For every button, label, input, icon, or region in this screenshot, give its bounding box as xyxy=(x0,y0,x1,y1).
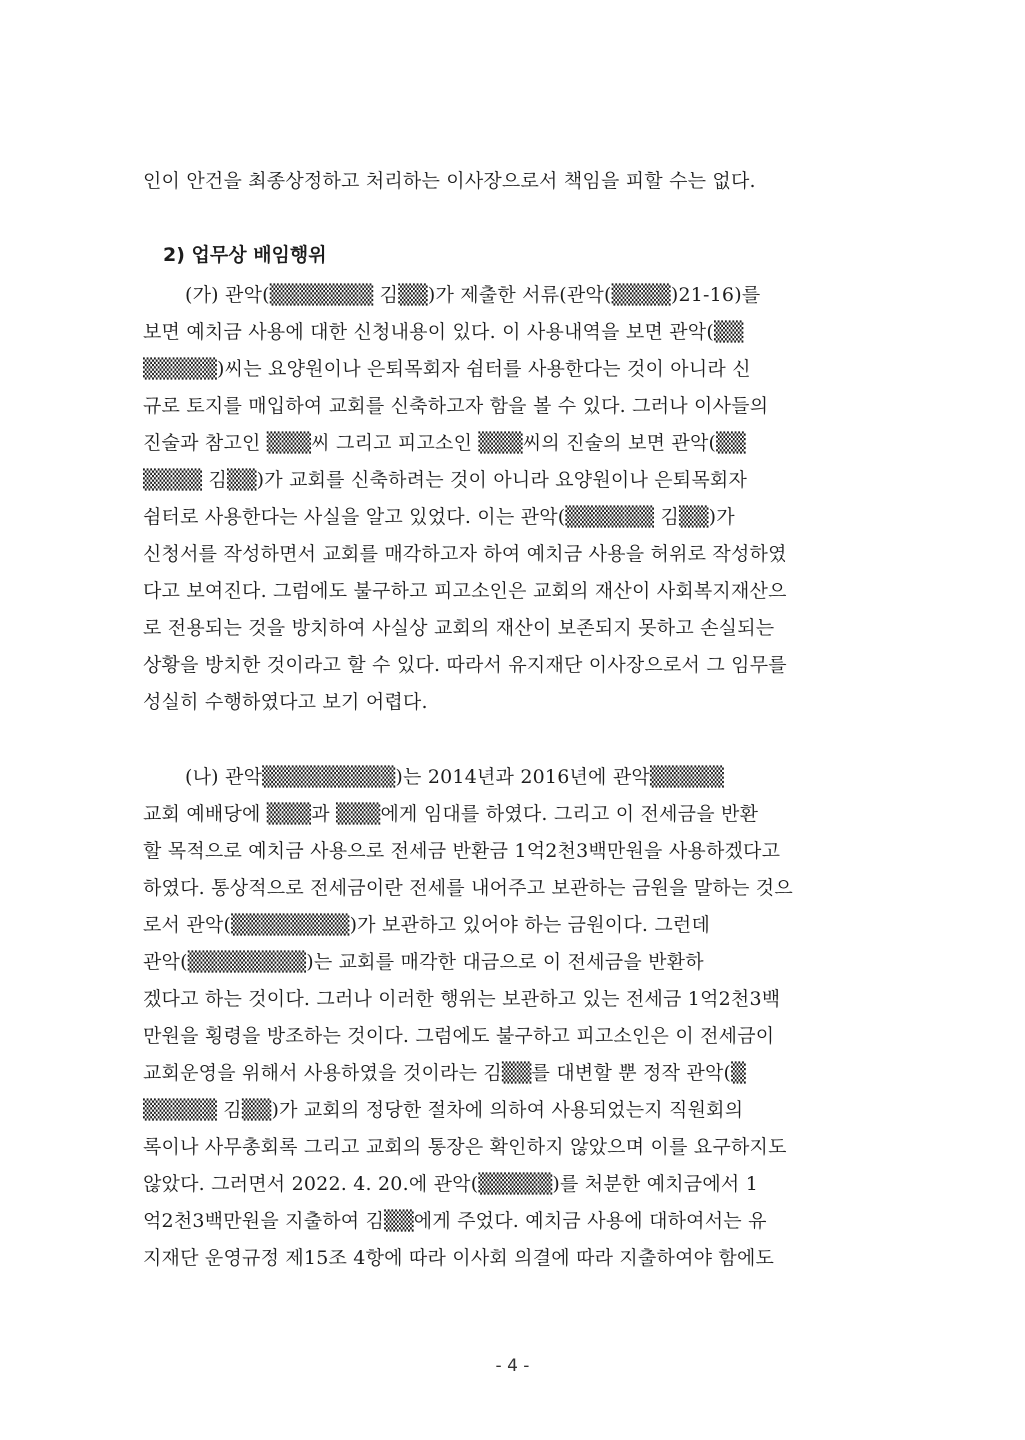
paragraph-line: 록이나 사무총회록 그리고 교회의 통장은 확인하지 않았으며 이를 요구하지도 xyxy=(143,1136,787,1158)
paragraph-line: 규로 토지를 매입하여 교회를 신축하고자 함을 볼 수 있다. 그러나 이사들의 xyxy=(143,395,769,417)
paragraph-line: 교회운영을 위해서 사용하였을 것이라는 김▒▒를 대변할 뿐 정작 관악(▒ xyxy=(143,1062,746,1084)
section-heading: 2) 업무상 배임행위 xyxy=(163,244,327,266)
paragraph-line: 로서 관악(▒▒▒▒▒▒▒▒)가 보관하고 있어야 하는 금원이다. 그런데 xyxy=(143,914,711,936)
intro-line: 인이 안건을 최종상정하고 처리하는 이사장으로서 책임을 피할 수는 없다. xyxy=(143,170,756,192)
paragraph-line: 보면 예치금 사용에 대한 신청내용이 있다. 이 사용내역을 보면 관악(▒▒ xyxy=(143,321,744,343)
paragraph-line: ▒▒▒▒▒)씨는 요양원이나 은퇴목회자 쉼터를 사용한다는 것이 아니라 신 xyxy=(143,358,751,380)
paragraph-line: 하였다. 통상적으로 전세금이란 전세를 내어주고 보관하는 금원을 말하는 것으 xyxy=(143,877,793,899)
paragraph-line: 만원을 횡령을 방조하는 것이다. 그럼에도 불구하고 피고소인은 이 전세금이 xyxy=(143,1025,775,1047)
paragraph-line: 교회 예배당에 ▒▒▒과 ▒▒▒에게 임대를 하였다. 그리고 이 전세금을 반환 xyxy=(143,803,759,825)
paragraph-line: (나) 관악▒▒▒▒▒▒▒▒▒)는 2014년과 2016년에 관악▒▒▒▒▒ xyxy=(185,766,725,788)
paragraph-line: 진술과 참고인 ▒▒▒씨 그리고 피고소인 ▒▒▒씨의 진술의 보면 관악(▒▒ xyxy=(143,432,746,454)
paragraph-line: 다고 보여진다. 그럼에도 불구하고 피고소인은 교회의 재산이 사회복지재산으 xyxy=(143,580,787,602)
paragraph-line: 억2천3백만원을 지출하여 김▒▒에게 주었다. 예치금 사용에 대하여서는 유 xyxy=(143,1210,767,1232)
paragraph-line: 할 목적으로 예치금 사용으로 전세금 반환금 1억2천3백만원을 사용하겠다고 xyxy=(143,840,781,862)
paragraph-line: 관악(▒▒▒▒▒▒▒▒)는 교회를 매각한 대금으로 이 전세금을 반환하 xyxy=(143,951,704,973)
paragraph-line: ▒▒▒▒▒ 김▒▒)가 교회의 정당한 절차에 의하여 사용되었는지 직원회의 xyxy=(143,1099,744,1121)
paragraph-line: 신청서를 작성하면서 교회를 매각하고자 하여 예치금 사용을 허위로 작성하였 xyxy=(143,543,787,565)
paragraph-line: ▒▒▒▒ 김▒▒)가 교회를 신축하려는 것이 아니라 요양원이나 은퇴목회자 xyxy=(143,469,748,491)
paragraph-line: 성실히 수행하였다고 보기 어렵다. xyxy=(143,691,428,713)
paragraph-line: (가) 관악(▒▒▒▒▒▒▒ 김▒▒)가 제출한 서류(관악(▒▒▒▒)21-16)를 xyxy=(185,284,761,306)
paragraph-line: 쉼터로 사용한다는 사실을 알고 있었다. 이는 관악(▒▒▒▒▒▒ 김▒▒)가 xyxy=(143,506,735,528)
paragraph-line: 상황을 방치한 것이라고 할 수 있다. 따라서 유지재단 이사장으로서 그 임무를 xyxy=(143,654,787,676)
paragraph-line: 겠다고 하는 것이다. 그러나 이러한 행위는 보관하고 있는 전세금 1억2천3백 xyxy=(143,988,781,1010)
paragraph-line: 지재단 운영규정 제15조 4항에 따라 이사회 의결에 따라 지출하여야 함에도 xyxy=(143,1247,775,1269)
paragraph-line: 로 전용되는 것을 방치하여 사실상 교회의 재산이 보존되지 못하고 손실되는 xyxy=(143,617,775,639)
page-number: - 4 - xyxy=(495,1356,530,1376)
paragraph-line: 않았다. 그러면서 2022. 4. 20.에 관악(▒▒▒▒▒)를 처분한 예치금에서 1 xyxy=(143,1173,758,1195)
